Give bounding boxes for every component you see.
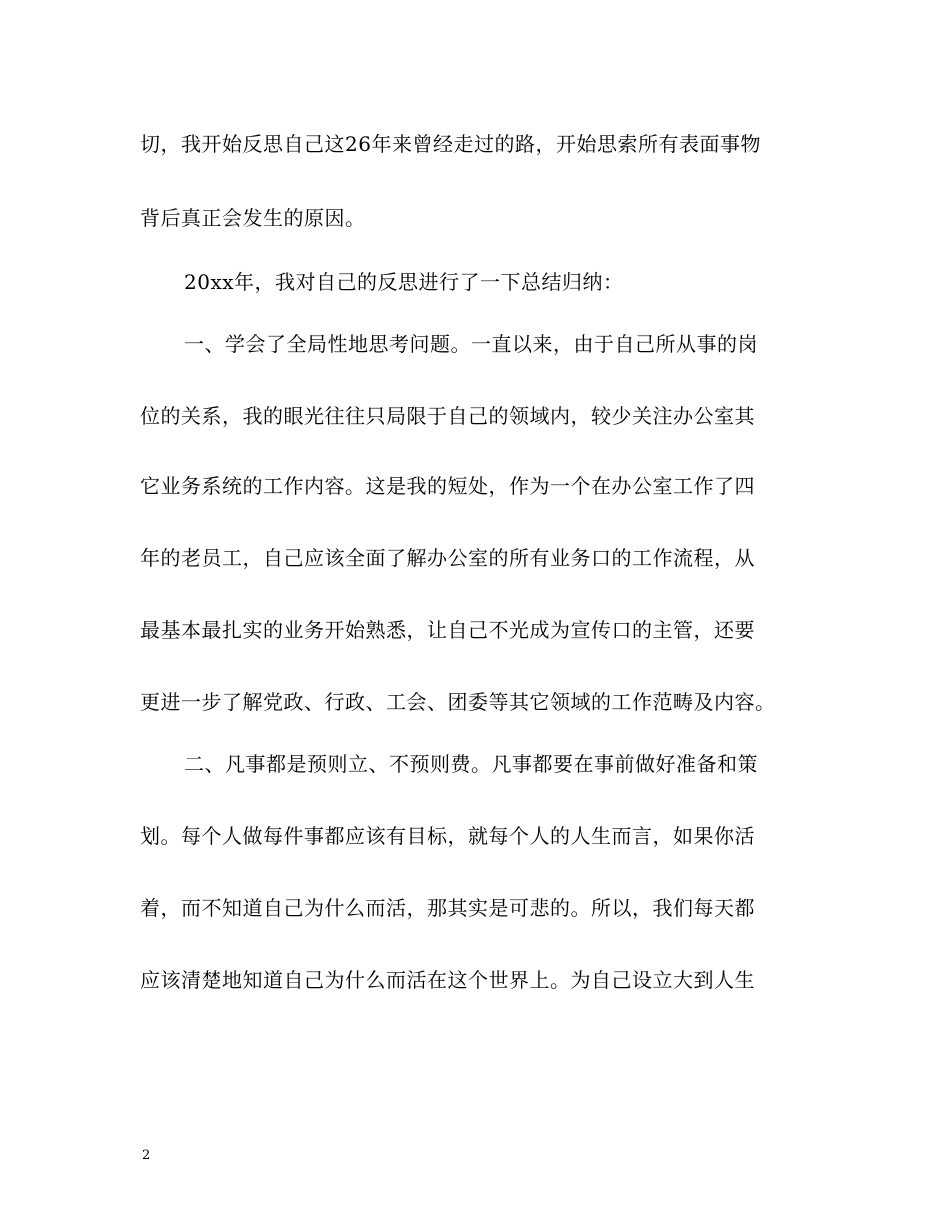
page-number: 2 [142, 1148, 151, 1163]
text-line: 年的老员工，自己应该全面了解办公室的所有业务口的工作流程，从 [140, 546, 755, 570]
text-line: 更进一步了解党政、行政、工会、团委等其它领域的工作范畴及内容。 [140, 690, 776, 714]
paragraph-start-line: 一、学会了全局性地思考问题。一直以来，由于自己所从事的岗 [184, 332, 758, 356]
text-line: 它业务系统的工作内容。这是我的短处，作为一个在办公室工作了四 [140, 474, 755, 498]
text-line: 位的关系，我的眼光往往只局限于自己的领域内，较少关注办公室其 [140, 404, 755, 428]
text-line: 背后真正会发生的原因。 [140, 206, 366, 230]
text-line: 划。每个人做每件事都应该有目标，就每个人的人生而言，如果你活 [140, 824, 755, 848]
paragraph-start-line: 20xx年，我对自己的反思进行了一下总结归纳： [184, 270, 624, 294]
paragraph-start-line: 二、凡事都是预则立、不预则费。凡事都要在事前做好准备和策 [184, 752, 758, 776]
text-line: 最基本最扎实的业务开始熟悉，让自己不光成为宣传口的主管，还要 [140, 618, 755, 642]
text-line: 切，我开始反思自己这26年来曾经走过的路，开始思索所有表面事物 [140, 132, 761, 156]
text-line: 着，而不知道自己为什么而活，那其实是可悲的。所以，我们每天都 [140, 896, 755, 920]
text-line: 应该清楚地知道自己为什么而活在这个世界上。为自己设立大到人生 [140, 968, 755, 992]
